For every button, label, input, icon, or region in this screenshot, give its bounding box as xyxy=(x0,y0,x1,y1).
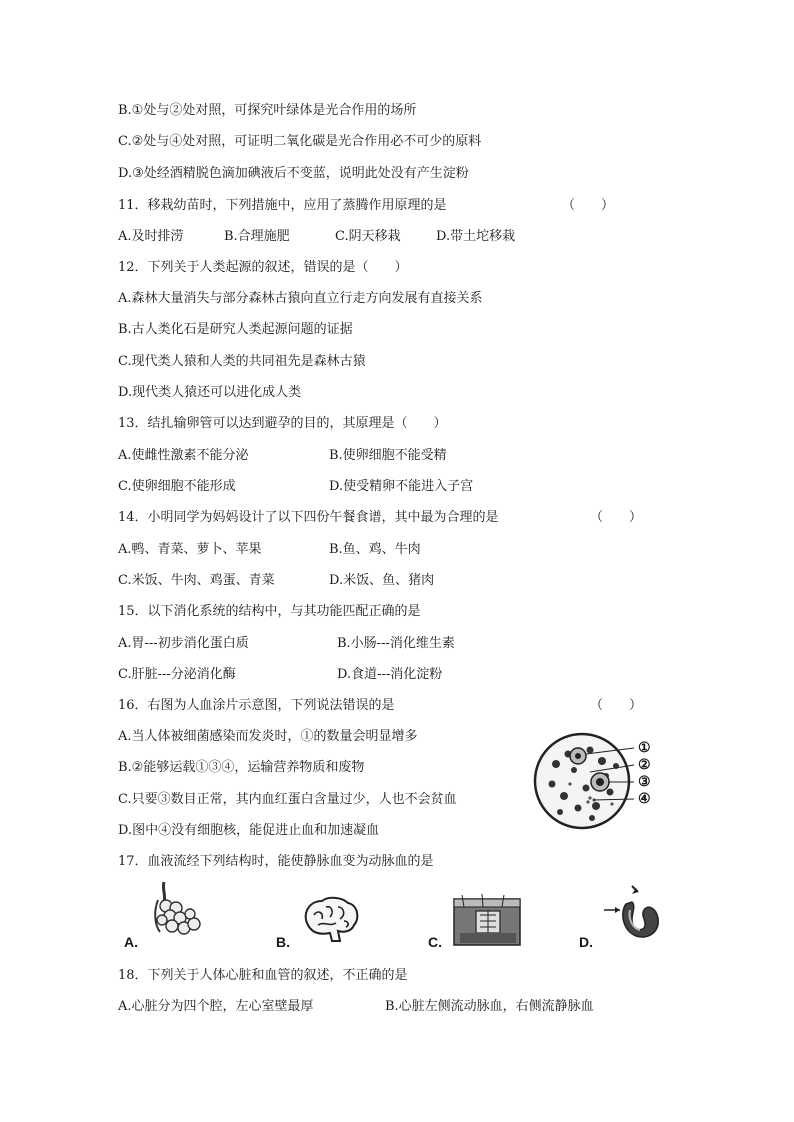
q15-option-c: C.肝脏---分泌消化酶 xyxy=(118,667,236,682)
q17-stem: 17．血液流经下列结构时，能使静脉血变为动脉血的是 xyxy=(118,854,434,869)
q15-stem: 15．以下消化系统的结构中，与其功能匹配正确的是 xyxy=(118,604,421,619)
q12-option-d: D.现代类人猿还可以进化成人类 xyxy=(118,385,302,400)
q17-label-c: C. xyxy=(428,934,442,950)
lung-alveoli-icon xyxy=(150,880,210,942)
brain-icon xyxy=(300,895,362,945)
blood-label-3: ③ xyxy=(638,773,651,789)
q12-stem: 12．下列关于人类起源的叙述，错误的是（ ） xyxy=(118,260,408,275)
q12-option-b: B.古人类化石是研究人类起源问题的证据 xyxy=(118,322,353,337)
q11-answer-paren: （ ） xyxy=(562,198,615,213)
q16-option-d: D.图中④没有细胞核，能促进止血和加速凝血 xyxy=(118,823,380,838)
q11-option-a: A.及时排涝 xyxy=(118,229,184,244)
q17-label-d: D. xyxy=(579,934,593,950)
blood-label-2: ② xyxy=(638,756,651,772)
q14-option-a: A.鸭、青菜、萝卜、苹果 xyxy=(118,542,262,557)
q11-stem: 11．移栽幼苗时，下列措施中，应用了蒸腾作用原理的是 xyxy=(118,198,447,213)
q16-option-a: A.当人体被细菌感染而发炎时，①的数量会明显增多 xyxy=(118,729,418,744)
q10-option-b: B.①处与②处对照，可探究叶绿体是光合作用的场所 xyxy=(118,103,417,118)
q17-label-a: A. xyxy=(124,934,138,950)
q13-option-b: B.使卵细胞不能受精 xyxy=(329,448,447,463)
q16-stem: 16．右图为人血涂片示意图，下列说法错误的是 xyxy=(118,698,395,713)
q13-option-d: D.使受精卵不能进入子宫 xyxy=(329,479,474,494)
q18-stem: 18．下列关于人体心脏和血管的叙述，不正确的是 xyxy=(118,968,408,983)
skin-tissue-icon xyxy=(452,893,524,949)
q14-stem: 14．小明同学为妈妈设计了以下四份午餐食谱，其中最为合理的是 xyxy=(118,510,499,525)
q10-option-c: C.②处与④处对照，可证明二氧化碳是光合作用必不可少的原料 xyxy=(118,134,482,149)
q16-option-c: C.只要③数目正常，其内血红蛋白含量过少，人也不会贫血 xyxy=(118,792,457,807)
q13-stem: 13．结扎输卵管可以达到避孕的目的，其原理是（ ） xyxy=(118,416,447,431)
q18-option-a: A.心脏分为四个腔，左心室壁最厚 xyxy=(118,999,314,1014)
q16-answer-paren: （ ） xyxy=(590,698,643,713)
q10-option-d: D.③处经酒精脱色滴加碘液后不变蓝，说明此处没有产生淀粉 xyxy=(118,166,469,181)
q14-option-b: B.鱼、鸡、牛肉 xyxy=(329,542,421,557)
blood-label-4: ④ xyxy=(638,790,651,806)
q14-option-c: C.米饭、牛肉、鸡蛋、青菜 xyxy=(118,573,275,588)
q12-option-a: A.森林大量消失与部分森林古猿向直立行走方向发展有直接关系 xyxy=(118,291,483,306)
q13-option-a: A.使雌性激素不能分泌 xyxy=(118,448,249,463)
q14-option-d: D.米饭、鱼、猪肉 xyxy=(329,573,435,588)
blood-label-1: ① xyxy=(638,739,651,755)
q12-option-c: C.现代类人猿和人类的共同祖先是森林古猿 xyxy=(118,354,366,369)
q13-option-c: C.使卵细胞不能形成 xyxy=(118,479,236,494)
kidney-nephron-icon xyxy=(602,882,674,946)
q14-answer-paren: （ ） xyxy=(590,510,643,525)
q11-option-d: D.带土坨移栽 xyxy=(436,229,516,244)
q15-option-d: D.食道---消化淀粉 xyxy=(337,667,443,682)
q17-label-b: B. xyxy=(276,934,290,950)
q15-option-b: B.小肠---消化维生素 xyxy=(337,636,455,651)
q15-option-a: A.胃---初步消化蛋白质 xyxy=(118,636,249,651)
q11-option-b: B.合理施肥 xyxy=(224,229,290,244)
q16-option-b: B.②能够运载①③④，运输营养物质和废物 xyxy=(118,760,365,775)
q11-option-c: C.阴天移栽 xyxy=(335,229,401,244)
q18-option-b: B.心脏左侧流动脉血，右侧流静脉血 xyxy=(385,999,594,1014)
